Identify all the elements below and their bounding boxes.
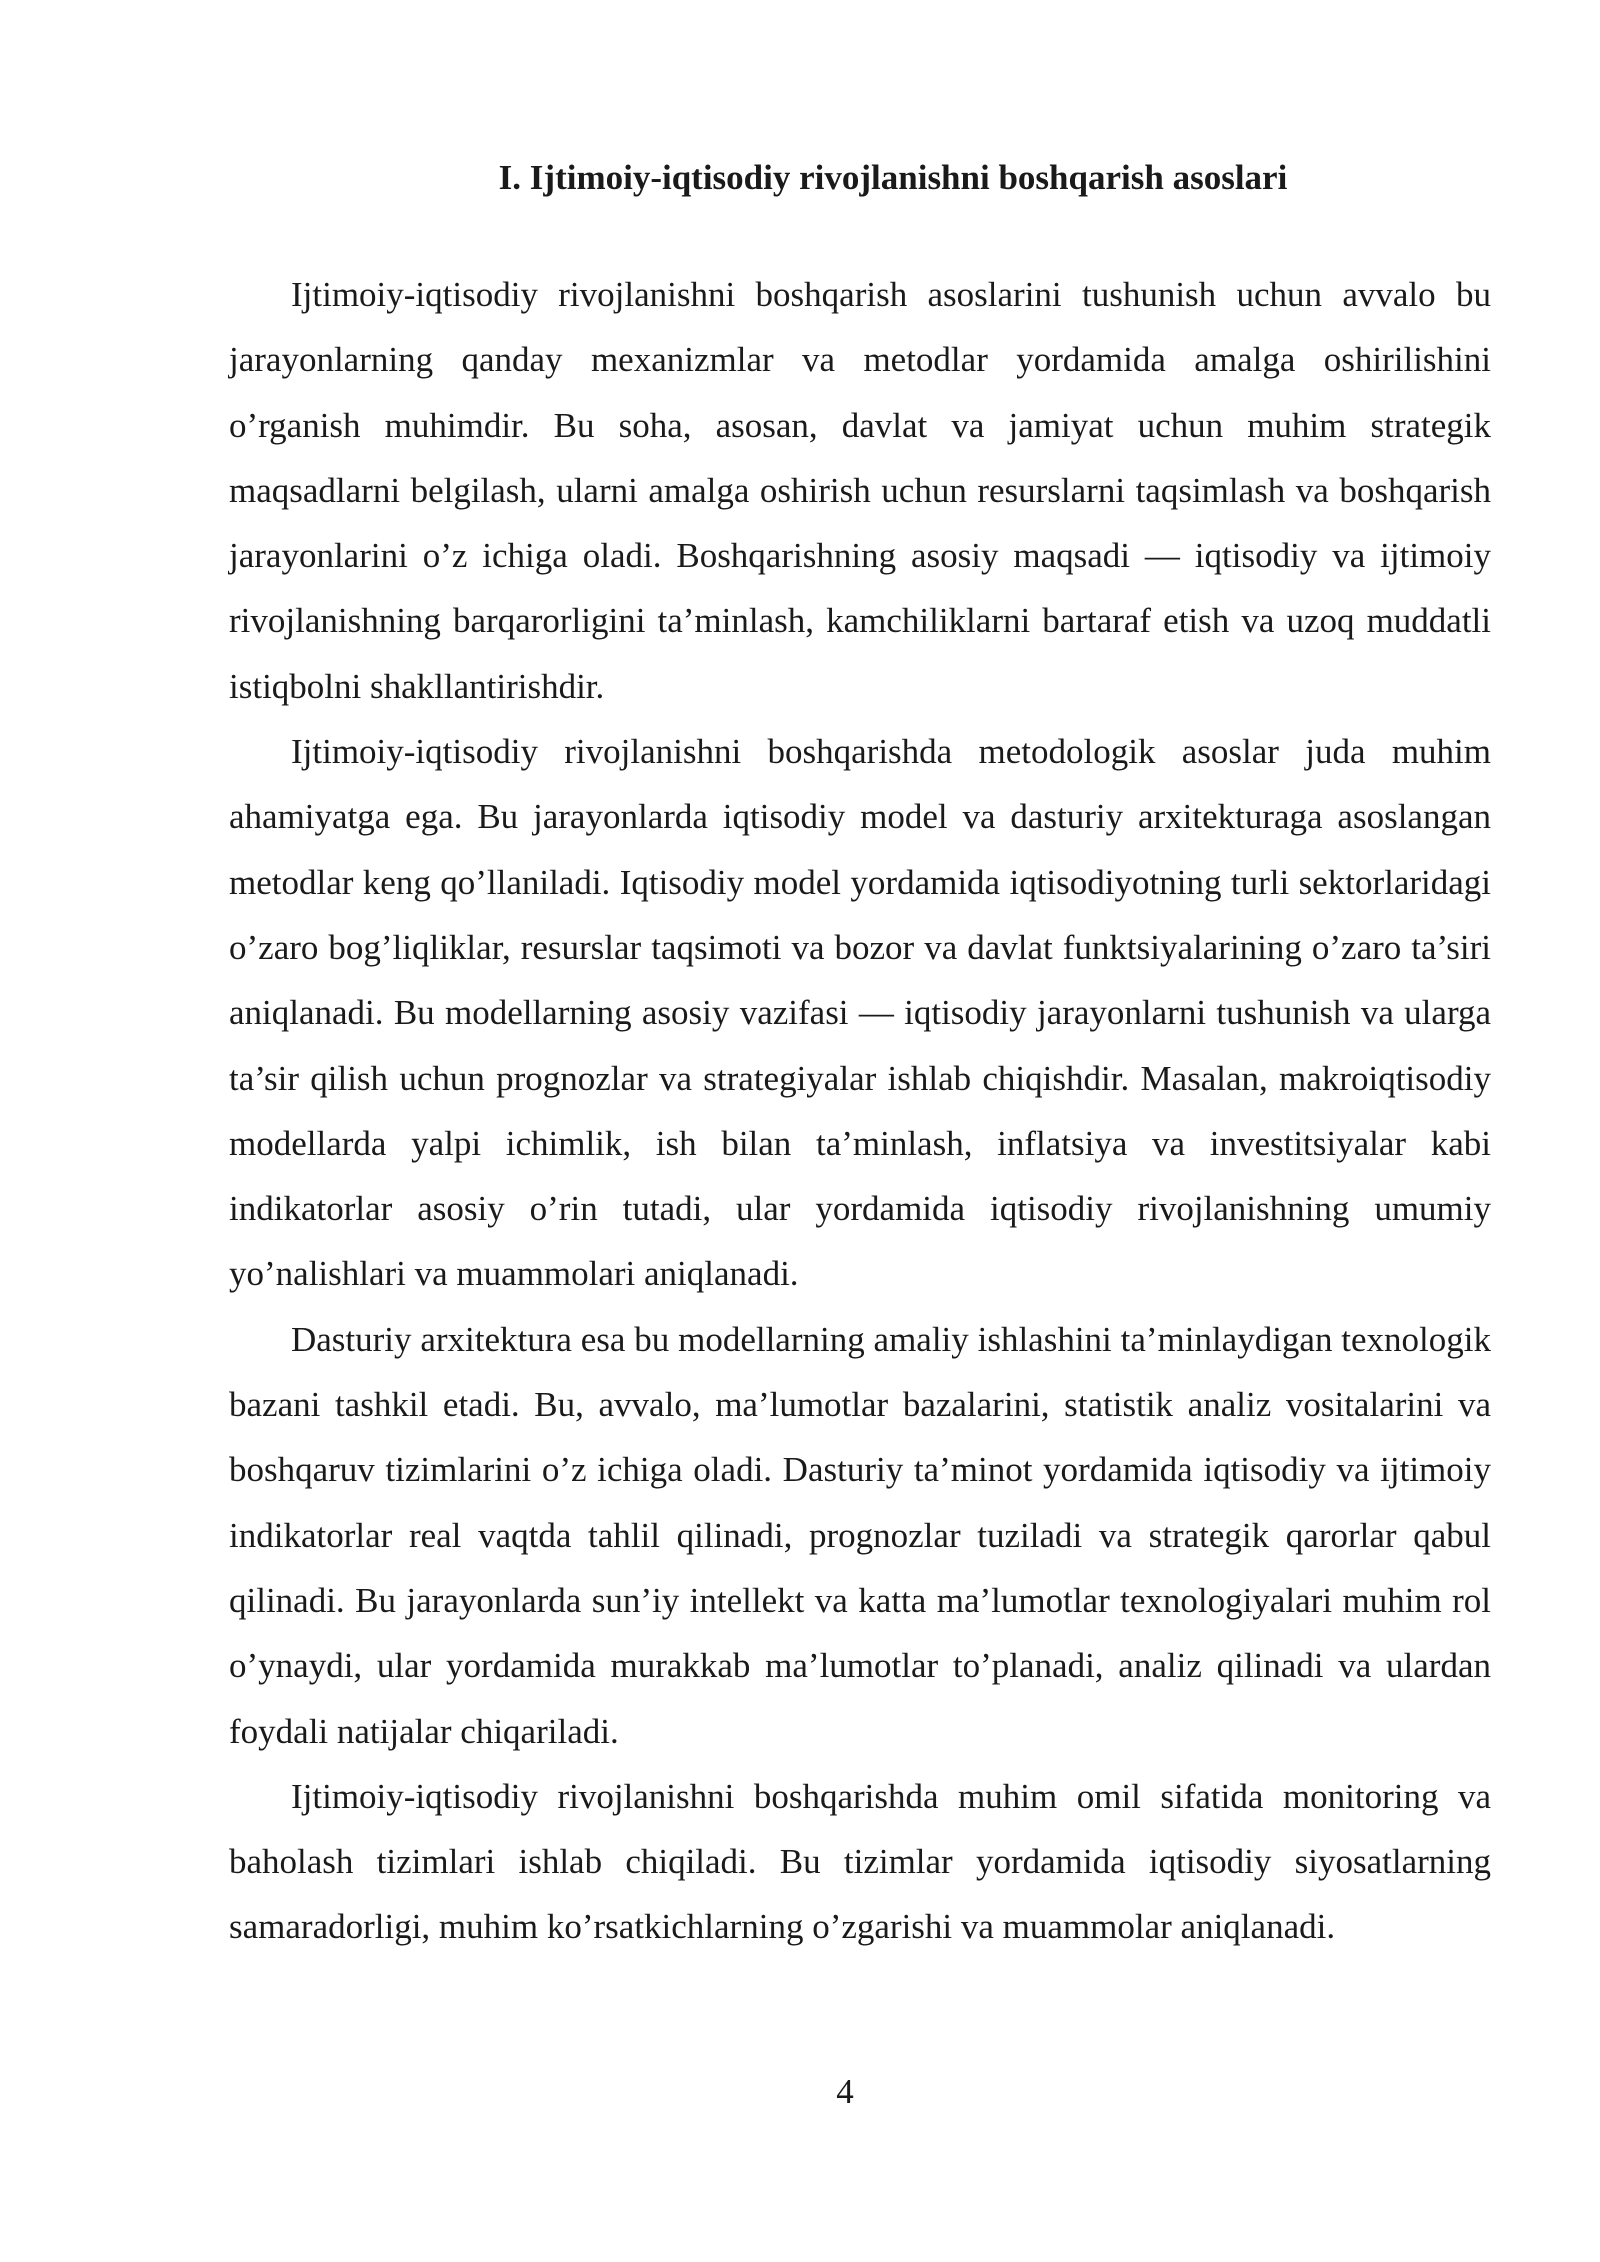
section-title: I. Ijtimoiy-iqtisodiy rivojlanishni boshqarish asoslari — [498, 158, 1288, 197]
body-text — [229, 262, 1491, 1960]
paragraph: Ijtimoiy-iqtisodiy rivojlanishni boshqarishda muhim omil sifatida monitoring va baholash tizimlari ishlab chiqiladi. Bu tizimlar yordamida iqtisodiy siyosatlarning samaradorligi, muhim ko’rsatkichlarning o’zgarishi va muammolar aniqlanadi. — [229, 1776, 1491, 1947]
paragraph: Ijtimoiy-iqtisodiy rivojlanishni boshqarishda metodologik asoslar juda muhim ahamiyatga ega. Bu jarayonlarda iqtisodiy model va dasturiy arxitekturaga asoslangan metodlar keng qo’llaniladi. Iqtisodiy model yordamida iqtisodiyotning turli sektorlaridagi o’zaro bog’liqliklar, resurslar taqsimoti va bozor va davlat funktsiyalarining o’zaro ta’siri aniqlanadi. Bu modellarning asosiy vazifasi — iqtisodiy jarayonlarni tushunish va ularga ta’sir qilish uchun prognozlar va strategiyalar ishlab chiqishdir. Masalan, makroiqtisodiy modellarda yalpi ichimlik, ish bilan ta’minlash, inflatsiya va investitsiyalar kabi indikatorlar asosiy o’rin tutadi, ular yordamida iqtisodiy rivojlanishning umumiy yo’nalishlari va muammolari aniqlanadi. — [229, 732, 1491, 1294]
paragraph: Dasturiy arxitektura esa bu modellarning amaliy ishlashini ta’minlaydigan texnologik bazani tashkil etadi. Bu, avvalo, ma’lumotlar bazalarini, statistik analiz vositalarini va boshqaruv tizimlarini o’z ichiga oladi. Dasturiy ta’minot yordamida iqtisodiy va ijtimoiy indikatorlar real vaqtda tahlil qilinadi, prognozlar tuziladi va strategik qarorlar qabul qilinadi. Bu jarayonlarda sun’iy intellekt va katta ma’lumotlar texnologiyalari muhim rol o’ynaydi, ular yordamida murakkab ma’lumotlar to’planadi, analiz qilinadi va ulardan foydali natijalar chiqariladi. — [229, 1319, 1491, 1751]
paragraph: Ijtimoiy-iqtisodiy rivojlanishni boshqarish asoslarini tushunish uchun avvalo bu jarayonlarning qanday mexanizmlar va metodlar yordamida amalga oshirilishini o’rganish muhimdir. Bu soha, asosan, davlat va jamiyat uchun muhim strategik maqsadlarni belgilash, ularni amalga oshirish uchun resurslarni taqsimlash va boshqarish jarayonlarini o’z ichiga oladi. Boshqarishning asosiy maqsadi — iqtisodiy va ijtimoiy rivojlanishning barqarorligini ta’minlash, kamchiliklarni bartaraf etish va uzoq muddatli istiqbolni shakllantirishdir. — [229, 275, 1491, 706]
page-number: 4 — [836, 2072, 854, 2111]
page-content — [229, 150, 1491, 1960]
